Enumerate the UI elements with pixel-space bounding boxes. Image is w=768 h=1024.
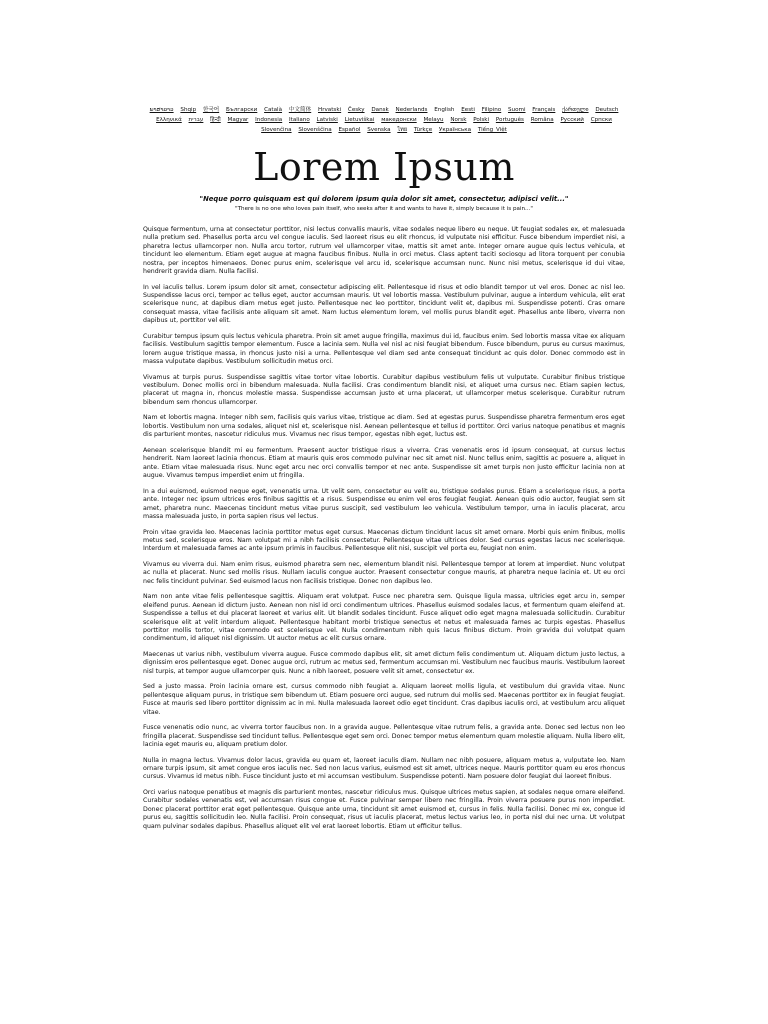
paragraph: Aenean scelerisque blandit mi eu fermentum. Praesent auctor tristique risus a viverra. Cras venenatis eros id ipsum consequat, at cursus lectus hendrerit. Nam laoreet lacinia rhoncus. Etiam at mauris quis eros commodo pulvinar nec sit amet nisl. Nunc tellus enim, sagittis ac posuere a, aliquet in ante. Etiam vitae malesuada risus. Nunc eget arcu nec orci convallis tempor et nec ante. Suspendisse sit amet turpis non justo efficitur lacinia non at augue. Vivamus tempus imperdiet enim ut fringilla. xyxy=(143,446,625,480)
latin-quote: "Neque porro quisquam est qui dolorem ipsum quia dolor sit amet, consectetur, adipisci velit..." xyxy=(199,195,569,203)
language-link[interactable]: Latviski xyxy=(316,117,338,123)
language-link[interactable]: Norsk xyxy=(450,117,467,123)
language-link[interactable]: 中文简体 xyxy=(288,107,312,113)
language-link[interactable]: Melayu xyxy=(423,117,444,123)
language-link[interactable]: Slovenčina xyxy=(261,127,292,133)
language-link[interactable]: Filipino xyxy=(481,107,502,113)
paragraph: Nam et lobortis magna. Integer nibh sem, facilisis quis varius vitae, tristique ac diam. Sed at egestas purus. Suspendisse pharetra fermentum eros eget lobortis. Vestibulum non urna sodales, aliquet nisl et, scelerisque nisl. Aenean pellentesque et tellus id porttitor. Orci varius natoque penatibus et magnis dis parturient montes, nascetur ridiculus mus. Vivamus nec risus tempor, egestas nibh eget, luctus est. xyxy=(143,414,625,439)
language-link[interactable]: Polski xyxy=(473,117,490,123)
language-link[interactable]: Deutsch xyxy=(595,107,619,113)
paragraph: Quisque fermentum, urna at consectetur porttitor, nisi lectus convallis mauris, vitae sodales neque libero eu neque. Ut feugiat sodales ex, et malesuada nulla pretium sed. Phasellus porta arcu vel congue iaculis. Sed laoreet risus eu elit rhoncus, id vulputate nisi efficitur. Fusce bibendum imperdiet nisi, a pharetra lectus ullamcorper non. Nulla arcu tortor, rutrum vel ullamcorper vitae, mattis sit amet ante. Integer ornare augue quis lectus vehicula, et tincidunt leo elementum. Etiam eget augue at magna faucibus finibus. Nulla in orci metus. Class aptent taciti sociosqu ad litora torquent per conubia nostra, per inceptos himenaeos. Donec purus enim, scelerisque vel arcu id, scelerisque accumsan nunc. Nunc nisi metus, scelerisque id dui vitae, hendrerit gravida diam. Nulla facilisi. xyxy=(143,226,625,276)
quote-translation: "There is no one who loves pain itself, who seeks after it and wants to have it, simply because it is pain..." xyxy=(235,206,533,212)
paragraph: Proin vitae gravida leo. Maecenas lacinia porttitor metus eget cursus. Maecenas dictum tincidunt lacus sit amet ornare. Morbi quis enim finibus, mollis metus sed, scelerisque eros. Nam volutpat mi a nibh facilisis consectetur. Pellentesque vitae ultrices dolor. Sed cursus egestas lacus nec scelerisque. Interdum et malesuada fames ac ante ipsum primis in faucibus. Pellentesque elit nisi, suscipit vel porta eu, feugiat non enim. xyxy=(143,528,625,553)
paragraph: Vivamus eu viverra dui. Nam enim risus, euismod pharetra sem nec, elementum blandit nisi. Pellentesque tempor at lorem at imperdiet. Nunc volutpat ac nulla et placerat. Nunc sed mollis risus. Nullam iaculis congue auctor. Praesent consectetur congue mauris, at pharetra neque lacinia et. Ut eu orci nec felis tincidunt pulvinar. Sed euismod lacus non facilisis tristique. Donec non dapibus leo. xyxy=(143,560,625,585)
language-link[interactable]: Magyar xyxy=(227,117,249,123)
document-page xyxy=(143,105,625,838)
language-link[interactable]: Eesti xyxy=(461,107,475,113)
language-link[interactable]: македонски xyxy=(381,117,417,123)
language-link[interactable]: Português xyxy=(495,117,524,123)
paragraph: Nulla in magna lectus. Vivamus dolor lacus, gravida eu quam et, laoreet iaculis diam. Nullam nec nibh posuere, aliquam metus a, vulputate leo. Nam ornare turpis ipsum, sit amet congue eros iaculis nec. Sed non lacus varius, euismod est sit amet, ultrices neque. Mauris porttitor quam eu eros rhoncus cursus. Vivamus id metus nibh. Fusce tincidunt justo et mi accumsan vestibulum. Suspendisse potenti. Nam posuere dolor feugiat dui laoreet finibus. xyxy=(143,756,625,781)
language-link: English xyxy=(434,107,455,113)
paragraph: Curabitur tempus ipsum quis lectus vehicula pharetra. Proin sit amet augue fringilla, maximus dui id, faucibus enim. Sed lobortis massa vitae ex aliquam facilisis. Vestibulum sagittis tempor elementum. Fusce a lacinia sem. Nulla vel nisl ac nisi feugiat bibendum. Fusce bibendum, purus eu cursus maximus, lorem augue tristique massa, in rhoncus justo nisi a urna. Pellentesque vel diam sed ante consequat tincidunt ac quis dolor. Donec commodo est in massa vulputate dapibus. Vestibulum sollicitudin metus orci. xyxy=(143,332,625,366)
language-link[interactable]: Italiano xyxy=(288,117,310,123)
language-link[interactable]: Tiếng Việt xyxy=(477,127,507,133)
language-link[interactable]: Nederlands xyxy=(395,107,428,113)
paragraph: Sed a justo massa. Proin lacinia ornare est, cursus commodo nibh feugiat a. Aliquam laoreet mollis ligula, et vestibulum dui gravida vitae. Nunc pellentesque aliquam purus, in tristique sem bibendum ut. Etiam posuere orci augue, sed rutrum dui mollis sed. Maecenas porttitor ex in feugiat feugiat. Fusce at mauris sed libero porttitor dignissim ac in mi. Nulla malesuada laoreet odio eget tincidunt. Cras dapibus iaculis orci, at vestibulum arcu aliquet vitae. xyxy=(143,683,625,716)
language-link[interactable]: Suomi xyxy=(507,107,526,113)
language-link[interactable]: Français xyxy=(532,107,556,113)
language-link[interactable]: Dansk xyxy=(371,107,389,113)
language-link[interactable]: Ελληνικά xyxy=(156,117,182,123)
language-link[interactable]: ພາສາລາວ xyxy=(149,107,174,113)
language-link[interactable]: Svenska xyxy=(367,127,391,133)
language-link[interactable]: Česky xyxy=(347,107,365,113)
language-link[interactable]: Lietuviškai xyxy=(344,117,375,123)
paragraph: Orci varius natoque penatibus et magnis dis parturient montes, nascetur ridiculus mus. Quisque ultrices metus sapien, at sodales neque ornare eleifend. Curabitur sodales venenatis est, vel accumsan risus congue et. Fusce pulvinar semper libero nec fringilla. Proin viverra posuere purus non imperdiet. Donec placerat porttitor erat eget pellentesque. Quisque ante urna, tincidunt sit amet euismod et, cursus in felis. Nulla facilisi. Donec mi ex, congue id purus eu, sagittis sollicitudin leo. Nulla facilisi. Proin consequat, risus ut iaculis placerat, metus lectus varius leo, in porta nisl dui nec urna. Ut volutpat quam pulvinar sodales dapibus. Phasellus aliquet elit vel erat laoreet lobortis. Etiam ut efficitur tellus. xyxy=(143,788,625,830)
language-link[interactable]: Româna xyxy=(530,117,554,123)
language-link[interactable]: Shqip xyxy=(180,107,197,113)
language-link[interactable]: Slovenščina xyxy=(298,127,332,133)
paragraph: Fusce venenatis odio nunc, ac viverra tortor faucibus non. In a gravida augue. Pellentesque vitae rutrum felis, a gravida ante. Donec sed lectus non leo fringilla placerat. Suspendisse sed tincidunt tellus. Pellentesque eget sem orci. Donec tempor metus elementum quam molestie aliquam. Nulla libero elit, lacinia eget mauris eu, aliquam pretium dolor. xyxy=(143,724,625,748)
language-link[interactable]: Indonesia xyxy=(255,117,283,123)
language-selector xyxy=(143,105,625,135)
language-link[interactable]: 한국어 xyxy=(202,107,220,113)
language-link[interactable]: हिन्दी xyxy=(210,117,221,123)
body-text xyxy=(143,226,625,831)
paragraph: Maecenas ut varius nibh, vestibulum viverra augue. Fusce commodo dapibus elit, sit amet dictum felis condimentum ut. Aliquam dictum justo lectus, a dignissim eros pellentesque eget. Donec augue orci, rutrum ac metus sed, fermentum accumsan mi. Vestibulum nec faucibus mauris. Vestibulum laoreet nisl turpis, at tempor augue ullamcorper quis. Nunc a nibh laoreet, posuere velit sit amet, consectetur ex. xyxy=(143,650,625,675)
paragraph: Vivamus at turpis purus. Suspendisse sagittis vitae tortor vitae lobortis. Curabitur dapibus vestibulum felis ut vulputate. Curabitur finibus tristique vestibulum. Donec mollis orci in bibendum malesuada. Nulla facilisi. Cras condimentum blandit nisi, et aliquet urna cursus nec. Etiam sapien lectus, placerat ut magna in, rhoncus molestie massa. Suspendisse accumsan justo et urna placerat, ut ullamcorper metus scelerisque. Curabitur rutrum bibendum sem rhoncus ullamcorper. xyxy=(143,373,625,406)
language-link[interactable]: Türkçe xyxy=(413,127,433,133)
language-link[interactable]: Hrvatski xyxy=(317,107,342,113)
page-title: Lorem Ipsum xyxy=(253,145,515,189)
language-link[interactable]: Català xyxy=(264,107,283,113)
language-link[interactable]: ქართული xyxy=(562,107,589,113)
language-link[interactable]: Български xyxy=(225,107,258,113)
language-link[interactable]: Español xyxy=(338,127,361,133)
paragraph: In a dui euismod, euismod neque eget, venenatis urna. Ut velit sem, consectetur eu velit eu, tristique sodales purus. Etiam a scelerisque risus, a porta ante. Integer nec ipsum ultrices eros finibus sagittis et a risus. Suspendisse eu enim vel eros feugiat feugiat. Aenean quis odio auctor, feugiat sem sit amet, pharetra nunc. Maecenas tincidunt metus vitae purus suscipit, sed vestibulum leo vehicula. Vestibulum tempor, urna in iaculis placerat, arcu massa malesuada justo, in porta sapien risus vel lectus. xyxy=(143,487,625,520)
language-link[interactable]: עברית xyxy=(188,117,204,123)
language-link[interactable]: Українська xyxy=(438,127,472,133)
language-link[interactable]: Pyccкий xyxy=(560,117,584,123)
language-link[interactable]: ไทย xyxy=(397,127,408,133)
paragraph: In vel iaculis tellus. Lorem ipsum dolor sit amet, consectetur adipiscing elit. Pellentesque id risus et odio blandit tempor ut vel eros. Donec ac nisl leo. Suspendisse lacus orci, tempor ac tellus eget, auctor accumsan mauris. Ut vel lobortis massa. Vestibulum pulvinar, augue a interdum vehicula, elit erat scelerisque nunc, at dapibus diam metus eget justo. Pellentesque nec leo porttitor, tincidunt velit et, dapibus mi. Suspendisse potenti. Cras ornare consequat massa, vitae facilisis ante aliquam sit amet. Nam luctus elementum lorem, vel mollis purus blandit eget. Phasellus ante libero, viverra non dapibus ut, porttitor vel elit. xyxy=(143,283,625,325)
language-link[interactable]: Српски xyxy=(590,117,612,123)
paragraph: Nam non ante vitae felis pellentesque sagittis. Aliquam erat volutpat. Fusce nec pharetra sem. Quisque ligula massa, ultricies eget arcu in, semper eleifend purus. Aenean id dictum justo. Aenean non nisl id orci condimentum ultrices. Phasellus euismod sodales lacus, et fermentum quam eleifend at. Suspendisse a tellus et dui placerat laoreet et varius elit. Ut blandit sodales tincidunt. Fusce aliquet odio eget magna malesuada sollicitudin. Curabitur scelerisque elit at velit interdum aliquet. Pellentesque habitant morbi tristique senectus et netus et malesuada fames ac turpis egestas. Phasellus porttitor mollis tortor, vitae commodo est scelerisque vel. Nulla condimentum nibh quis lacus finibus dictum. Proin gravida dui volutpat quam condimentum, id aliquet nisl dignissim. Ut auctor metus ac elit cursus ornare. xyxy=(143,593,625,643)
